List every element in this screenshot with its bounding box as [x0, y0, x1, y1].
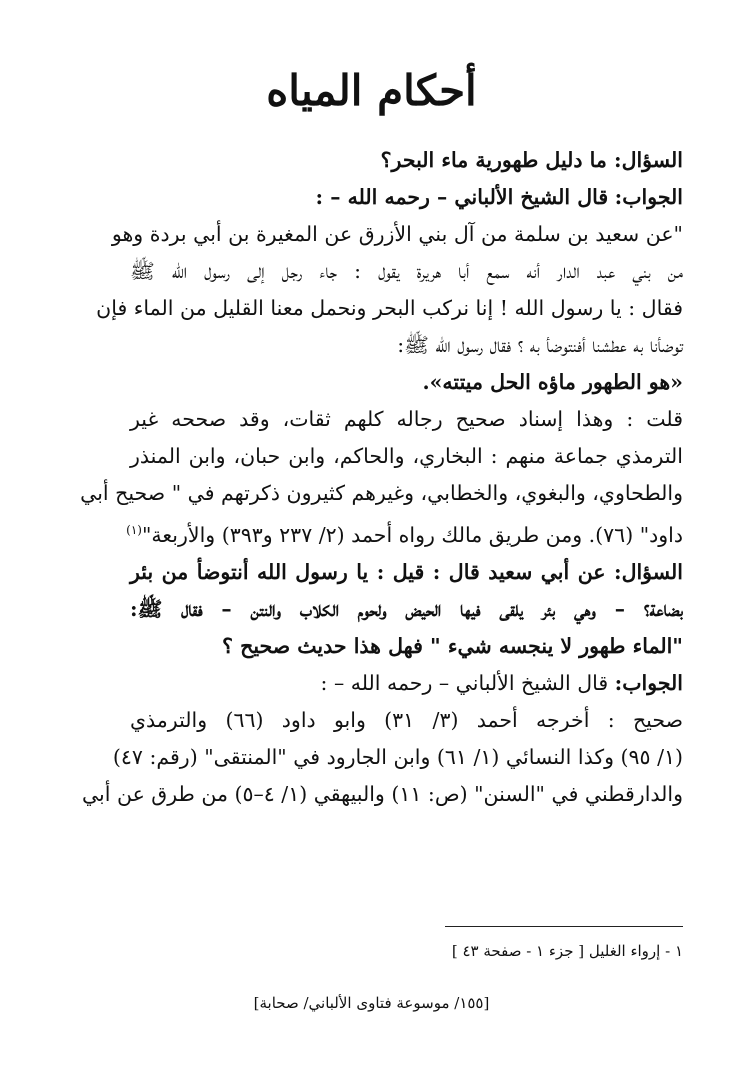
main-text	[80, 142, 683, 813]
question-text: "الماء طهور لا ينجسه شيء " فهل هذا حديث صحيح ؟	[222, 633, 683, 658]
text-line: والطحاوي، والبغوي، والخطابي، وغيرهم كثيرون ذكرتهم في " صحيح أبي	[80, 481, 683, 505]
question-label: السؤال:	[614, 559, 683, 584]
text-line: "عن سعيد بن سلمة من آل بني الأزرق عن المغيرة بن أبي بردة وهو	[111, 222, 683, 246]
answer-label: الجواب:	[614, 185, 683, 209]
question-label: السؤال:	[614, 148, 683, 172]
answer-1	[130, 179, 683, 216]
text-line: توضأنا به عطشنا أفنتوضأ به ؟ فقال رسول الله ﷺ:	[397, 333, 683, 357]
text-line: الترمذي جماعة منهم : البخاري، والحاكم، وابن حبان، وابن المنذر	[130, 444, 683, 468]
footnote: ١ - إرواء الغليل [ جزء ١ - صفحة ٤٣ ]	[451, 942, 683, 960]
text-line: والدارقطني في "السنن" (ص: ١١) والبيهقي (١/ ٤–٥) من طرق عن أبي	[81, 781, 683, 806]
hadith-quote: «هو الطهور ماؤه الحل ميتته».	[422, 370, 683, 394]
question-text: بضاعة؟ – وهي بئر يلقى فيها الحيض ولحوم الكلاب والنتن – فقال ﷺ:	[130, 596, 683, 621]
text-line: قلت : وهذا إسناد صحيح رجاله كلهم ثقات، وقد صححه غير	[130, 407, 683, 431]
answer-intro: قال الشيخ الألباني – رحمه الله – :	[320, 670, 609, 695]
text-line: داود" (٧٦). ومن طريق مالك رواه أحمد (٢/ ٢٣٧ و٣٩٣) والأربعة"	[141, 522, 683, 547]
footnote-ref: (١)	[126, 523, 142, 537]
hadith-paragraph	[96, 216, 683, 401]
answer-2	[130, 665, 683, 702]
question-2	[130, 554, 683, 665]
question-text: ما دليل طهورية ماء البحر؟	[380, 148, 607, 172]
takhrij-paragraph	[81, 702, 683, 813]
page-title: أحكام المياه	[266, 66, 477, 115]
text-line: من بني عبد الدار أنه سمع أبا هريرة يقول : جاء رجل إلى رسول الله ﷺ	[130, 259, 683, 283]
commentary-paragraph	[80, 401, 683, 554]
text-line: (١/ ٩٥) وكذا النسائي (١/ ٦١) وابن الجارود في "المنتقى" (رقم: ٤٧)	[112, 744, 683, 769]
question-text: عن أبي سعيد قال : قيل : يا رسول الله أنتوضأ من بئر	[130, 559, 606, 584]
text-line: فقال : يا رسول الله ! إنا نركب البحر ونحمل معنا القليل من الماء فإن	[96, 296, 683, 320]
page-footer: [١٥٥/ موسوعة فتاوى الألباني/ صحابة]	[253, 994, 490, 1012]
answer-intro: قال الشيخ الألباني – رحمه الله – :	[315, 185, 609, 209]
text-line: صحيح : أخرجه أحمد (٣/ ٣١) وابو داود (٦٦) والترمذي	[130, 707, 683, 732]
answer-label: الجواب:	[614, 670, 683, 695]
footnote-divider	[445, 926, 683, 927]
question-1	[130, 142, 683, 179]
